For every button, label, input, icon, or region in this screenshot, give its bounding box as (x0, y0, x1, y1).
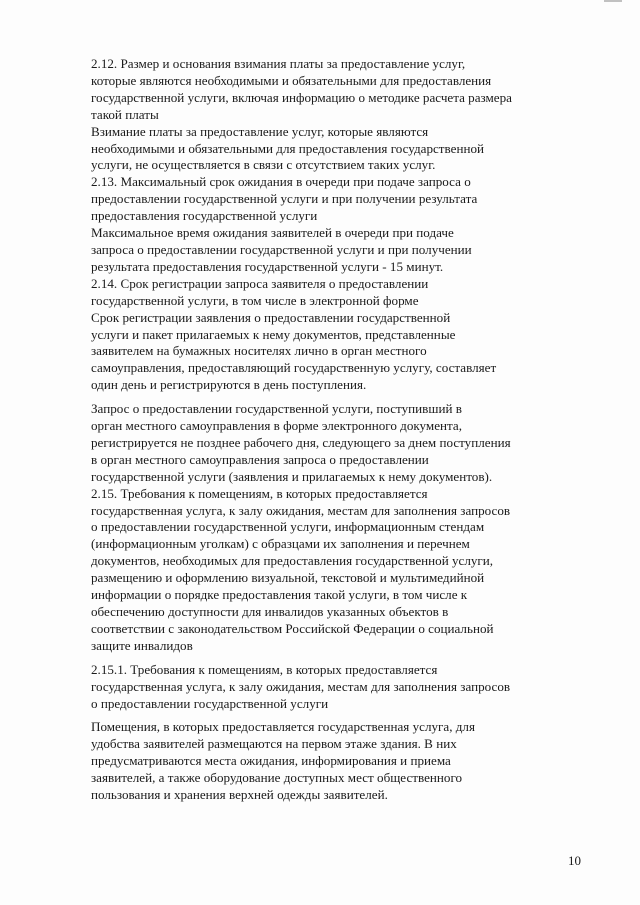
document-body (91, 56, 583, 804)
page-number: 10 (568, 853, 581, 868)
paragraph-2-12-body: Взимание платы за предоставление услуг, которые являются необходимыми и обязательными для предоставления государственной услуги, не осуществляется в связи с отсутствием таких услуг. (91, 123, 485, 173)
paragraph-2-15-1-body: Помещения, в которых предоставляется государственная услуга, для удобства заявителей размещаются на первом этаже здания. В них предусматриваются места ожидания, информирования и приема заявителей, а также оборудование доступных мест общественного пользования и хранения верхней одежды заявителей. (91, 719, 475, 803)
paragraph-2-15-1-heading: 2.15.1. Требования к помещениям, в которых предоставляется государственная услуга, к залу ожидания, местам для заполнения запросов о предоставлении государственной услуги (91, 661, 511, 711)
paragraph-gap (91, 394, 583, 401)
paragraph-2-12-heading: 2.12. Размер и основания взимания платы за предоставление услуг, которые являются необходимыми и обязательными для предоставления государственной услуги, включая информацию о методике расчета размера такой платы (91, 56, 512, 122)
paragraph-2-14-body: Срок регистрации заявления о предоставлении государственной услуги и пакет прилагаемых к нему документов, представленные заявителем на бумажных носителях лично в орган местного самоуправления, предоставляющий государственную услугу, составляет один день и регистрируются в день поступления. (91, 309, 497, 393)
paragraph-gap (91, 655, 583, 662)
paragraph-gap (91, 712, 583, 719)
paragraph-2-13-heading: 2.13. Максимальный срок ожидания в очереди при подаче запроса о предоставлении государственной услуги и при получении результата предоставления государственной услуги (91, 174, 478, 224)
paragraph-2-14-electronic: Запрос о предоставлении государственной услуги, поступивший в орган местного самоуправления в форме электронного документа, регистрируется не позднее рабочего дня, следующего за днем поступления в орган местного самоуправления запроса о предоставлении государственной услуги (заявления и прилагаемых к нему документов). (91, 401, 511, 484)
paragraph-2-13-body: Максимальное время ожидания заявителей в очереди при подаче запроса о предоставлении государственной услуги и при получении результата предоставления государственной услуги - 15 минут. (91, 225, 472, 274)
paragraph-2-15-heading: 2.15. Требования к помещениям, в которых предоставляется государственная услуга, к залу ожидания, местам для заполнения запросов о предоставлении государственной услуги, информационным стендам (информационным уголкам) с образцами их заполнения и перечнем документов, необходимых для предоставления государственной услуги, размещению и оформлению визуальной, текстовой и мультимедийной информации о порядке предоставления такой услуги, в том числе к обеспечению доступности для инвалидов указанных объектов в соответствии с законодательством Российской Федерации о социальной защите инвалидов (91, 485, 511, 653)
scan-corner-mark (604, 0, 622, 2)
paragraph-2-14-heading: 2.14. Срок регистрации запроса заявителя о предоставлении государственной услуги, в том числе в электронной форме (91, 275, 429, 308)
